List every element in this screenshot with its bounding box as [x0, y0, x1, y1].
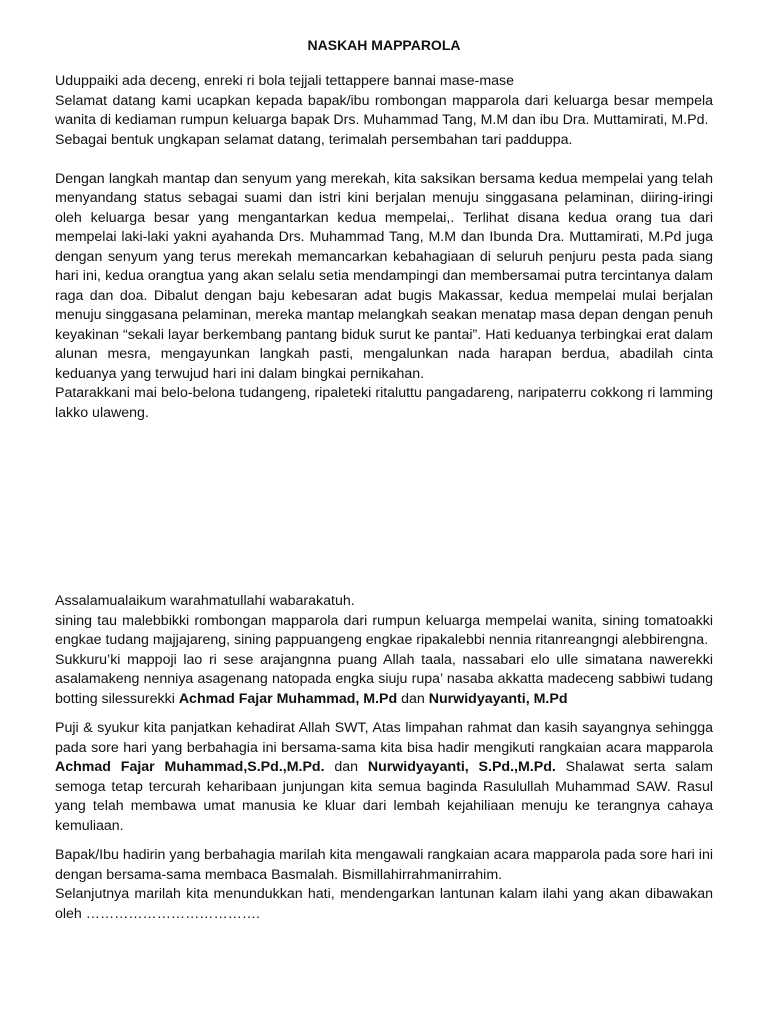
praise-text-a: Puji & syukur kita panjatkan kehadirat Allah SWT, Atas limpahan rahmat dan kasih sayangnya sehingga pada sore hari yang berbahagia ini bersama-sama kita bisa hadir mengikuti rangkaian acara mapparola [55, 720, 713, 756]
groom-name: Achmad Fajar Muhammad, M.Pd [178, 690, 398, 707]
closing-line-bugis: Patarakkani mai belo-belona tudangeng, ripaleteki ritaluttu pangadareng, naripaterru cokkong ri lamming lakko ulaweng. [55, 385, 713, 421]
welcome-section [55, 72, 713, 423]
paragraph-gap [55, 709, 713, 719]
groom-name-full: Achmad Fajar Muhammad,S.Pd.,M.Pd. [55, 759, 325, 775]
praise-paragraph [55, 719, 713, 836]
praise-text-b: Shalawat serta salam semoga tetap tercurah keharibaan junjungan kita semua baginda Rasulullah Muhammad SAW. Rasul yang telah membawa umat manusia ke kluar dari lembah kejahiliaan menuju ke terangnya cahaya kemuliaan. [55, 759, 713, 834]
paragraph-gap [55, 836, 713, 846]
document-title: NASKAH MAPPAROLA [307, 37, 461, 53]
basmalah-paragraph: Bapak/Ibu hadirin yang berbahagia marilah kita mengawali rangkaian acara mapparola pada sore hari ini dengan bersama-sama membaca Basmalah. Bismillahirrahmanirrahim. [55, 847, 713, 883]
bride-name: Nurwidyayanti, M.Pd [428, 690, 568, 707]
gratitude-text: Sukkuru’ki mappoji lao ri sese arajangnna puang Allah taala, nassabari elo ulle simatana nawerekki asalamakeng nenniya asagenang natopada engka siuju rupa’ nasaba akkatta madeceng sabbiwi tudang botting silessurekki [55, 651, 713, 707]
gratitude-bugis-paragraph [55, 651, 713, 710]
ceremony-section [55, 592, 713, 924]
respects-paragraph: sining tau malebbikki rombongan mapparola dari rumpun keluarga mempelai wanita, sining tomatoakki engkae tudang majjajareng, sining pappuangeng engkae ripakalebbi nennia ritanreangngi alebbirengna. [55, 612, 713, 648]
quran-recitation-paragraph: Selanjutnya marilah kita menundukkan hati, mendengarkan lantunan kalam ilahi yang akan dibawakan oleh ………………………………. [55, 886, 713, 922]
conjunction: dan [397, 690, 429, 707]
welcome-paragraph: Selamat datang kami ucapkan kepada bapak/ibu rombongan mapparola dari keluarga besar mempela wanita di kediaman rumpun keluarga bapak Drs. Muhammad Tang, M.M dan ibu Dra. Muttamirati, M.Pd. [55, 92, 713, 128]
couple-procession-paragraph: Dengan langkah mantap dan senyum yang merekah, kita saksikan bersama kedua mempelai yang telah menyandang status sebagai suami dan istri kini berjalan menuju singgasana pelaminan, diiring-iringi oleh keluarga besar yang mengantarkan kedua mempelai,. Terlihat disana kedua orang tua dari mempelai laki-laki yakni ayahanda Drs. Muhammad Tang, M.M dan Ibunda Dra. Muttamirati, M.Pd juga dengan senyum yang terus merekah memancarkan kebahagiaan di seluruh penjuru pesta pada siang hari ini, kedua orangtua yang akan selalu setia mendampingi dan membersamai putra tercintanya dalam raga dan doa. Dibalut dengan baju kebesaran adat bugis Makassar, kedua mempelai mulai berjalan menuju singgasana pelaminan, mereka mantap melangkah seakan menatap masa depan dengan penuh keyakinan “sekali layar berkembang pantang biduk surut ke pantai”. Hati keduanya terbingkai erat dalam alunan mesra, mengayunkan langkah pasti, mengalunkan nada harapan berdua, abadilah cinta keduanya yang terwujud hari ini dalam bingkai pernikahan. [55, 170, 713, 382]
bride-name-full: Nurwidyayanti, S.Pd.,M.Pd. [367, 759, 556, 775]
greeting-line: Assalamualaikum warahmatullahi wabarakatuh. [55, 593, 355, 609]
dance-announcement: Sebagai bentuk ungkapan selamat datang, terimalah persembahan tari padduppa. [55, 131, 573, 148]
opening-line-bugis: Uduppaiki ada deceng, enreki ri bola tejjali tettappere bannai mase-mase [55, 73, 515, 89]
paragraph-gap [55, 150, 713, 170]
conjunction: dan [324, 759, 368, 775]
